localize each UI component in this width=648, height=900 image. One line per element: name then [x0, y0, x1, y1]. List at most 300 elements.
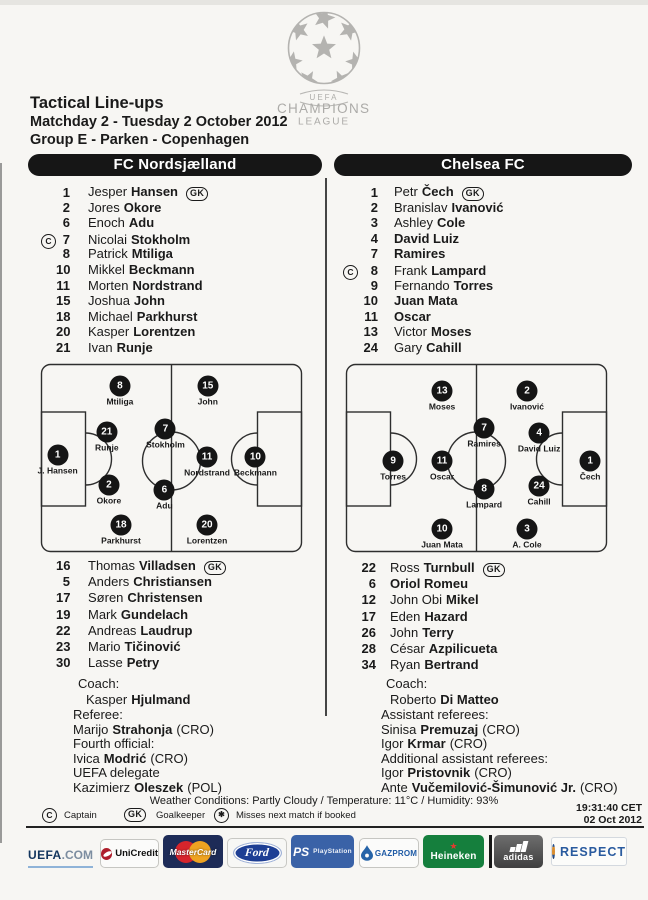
- player-first-name: Fernando: [394, 277, 450, 293]
- player-last-name: Mikel: [446, 592, 479, 608]
- player-name: [376, 576, 648, 592]
- player-row: [324, 592, 648, 608]
- shirt-number: 11: [56, 277, 70, 293]
- player-first-name: Andreas: [88, 622, 137, 638]
- goalkeeper-legend-label: Goalkeeper: [156, 810, 206, 821]
- player-name: [70, 558, 324, 575]
- shirt-number: 17: [361, 608, 376, 624]
- player-first-name: Nicolai: [88, 231, 128, 247]
- team-header-away: Chelsea FC: [334, 154, 632, 176]
- player-row: [324, 200, 648, 216]
- player-name: [70, 293, 324, 309]
- pitch-player: [421, 518, 463, 550]
- player-first-name: Ashley: [394, 215, 434, 231]
- player-last-name: Moses: [431, 324, 472, 340]
- pitch-player-label: David Luiz: [517, 443, 561, 454]
- shirt-number: 10: [363, 293, 378, 309]
- player-name: [378, 278, 648, 294]
- player-row: [0, 231, 324, 247]
- player-last-name: Christensen: [127, 590, 203, 606]
- coach-label: Coach:: [78, 676, 120, 691]
- player-name: [70, 184, 324, 201]
- player-last-name: Mtiliga: [131, 246, 173, 262]
- player-row: [0, 278, 324, 294]
- official-last-name: Premuzaj: [420, 721, 479, 737]
- captain-icon: C: [42, 808, 57, 823]
- mastercard-logo: [163, 835, 223, 868]
- player-first-name: Petr: [394, 184, 418, 199]
- player-first-name: Patrick: [88, 246, 128, 262]
- player-last-name: Tičinović: [124, 638, 181, 654]
- pitch-player: [106, 376, 134, 407]
- venue-line: Group E - Parken - Copenhagen: [30, 132, 250, 148]
- player-last-name: Nordstrand: [132, 277, 203, 293]
- official-name: [381, 781, 648, 796]
- player-first-name: César: [390, 640, 425, 656]
- player-row: [324, 576, 648, 592]
- shirt-number: 16: [56, 558, 71, 574]
- player-last-name: David Luiz: [394, 230, 460, 246]
- player-name: [378, 324, 648, 340]
- player-name: [378, 184, 648, 201]
- pitch-player: [186, 515, 228, 546]
- official-country: (CRO): [474, 765, 512, 780]
- pitch-player: [509, 381, 544, 412]
- player-first-name: Frank: [394, 263, 428, 279]
- player-last-name: Okore: [123, 199, 162, 215]
- pitch-player-label: Stokholm: [146, 439, 185, 450]
- player-row: [0, 293, 324, 309]
- player-last-name: Oscar: [394, 308, 431, 324]
- official-first-name: Igor: [381, 765, 404, 780]
- player-first-name: Mario: [88, 638, 121, 654]
- uefa-com-suffix: .COM: [61, 848, 93, 862]
- player-row: [0, 558, 324, 574]
- pitch-player-number: 6: [154, 480, 175, 501]
- pitch-player: [517, 422, 561, 454]
- player-first-name: Thomas: [88, 558, 135, 573]
- player-last-name: Lampard: [431, 263, 487, 279]
- pitch-player: [233, 447, 277, 478]
- player-last-name: Parkhurst: [136, 308, 198, 324]
- player-last-name: Christiansen: [133, 574, 212, 590]
- pitch-player-number: 11: [197, 447, 218, 468]
- pitch-player-number: 20: [197, 515, 218, 536]
- official-last-name: Vučemilović-Šimunović Jr.: [411, 779, 576, 795]
- player-name: [70, 607, 324, 623]
- player-first-name: Jesper: [88, 184, 128, 199]
- captain-legend-label: Captain: [64, 810, 97, 821]
- coach-home: [0, 676, 324, 708]
- pitch-player-number: 9: [383, 451, 404, 472]
- coach-name: [0, 692, 324, 708]
- playstation-icon: PS: [293, 844, 310, 859]
- shirt-number: 24: [363, 339, 378, 355]
- player-first-name: Joshua: [88, 293, 130, 309]
- respect-logo: [551, 837, 627, 866]
- pitch-player-label: Čech: [579, 471, 601, 482]
- gazprom-text: GAZPROM: [374, 848, 418, 858]
- player-last-name: Ramires: [394, 246, 446, 262]
- shirt-number: 9: [370, 277, 378, 293]
- player-row: [324, 657, 648, 673]
- coach-name: [324, 692, 648, 708]
- pitch-player: [184, 447, 230, 478]
- shirt-number: 21: [56, 339, 71, 355]
- shirt-number: 8: [370, 263, 378, 279]
- player-last-name: Azpilicueta: [428, 640, 498, 656]
- pitch-player: [380, 451, 407, 482]
- player-first-name: Branislav: [394, 199, 448, 215]
- shirt-number: 5: [62, 574, 70, 590]
- official-country: (CRO): [482, 721, 520, 737]
- pitch-player-number: 10: [245, 447, 266, 468]
- player-first-name: Mikkel: [88, 261, 125, 277]
- player-last-name: Adu: [128, 215, 155, 231]
- player-row: [324, 340, 648, 356]
- player-first-name: Jores: [88, 199, 120, 215]
- player-last-name: Juan Mata: [394, 293, 458, 309]
- player-first-name: Mark: [88, 606, 117, 622]
- official-first-name: Ante: [381, 779, 408, 795]
- pitch-player-label: Ramires: [467, 438, 501, 449]
- player-row: [324, 293, 648, 309]
- pitch-player-label: Moses: [428, 401, 456, 412]
- goalkeeper-icon: GK: [124, 808, 146, 822]
- pitch-player-label: J. Hansen: [37, 465, 78, 476]
- player-last-name: Bertrand: [424, 657, 479, 673]
- official-last-name: Krmar: [407, 736, 446, 751]
- print-date: 02 Oct 2012: [583, 813, 642, 826]
- shirt-number: 19: [56, 606, 71, 622]
- pitch-player-label: Okore: [96, 495, 122, 506]
- pitch-player-number: 18: [111, 515, 132, 536]
- official-name: [381, 723, 648, 738]
- player-last-name: Cole: [437, 215, 466, 231]
- shirt-number: 4: [370, 230, 378, 246]
- uefa-com-text: UEFA: [28, 848, 62, 862]
- player-name: [376, 560, 648, 577]
- player-row: [324, 560, 648, 576]
- captain-icon: C: [343, 265, 358, 280]
- player-last-name: Gundelach: [120, 606, 189, 622]
- respect-text: RESPECT: [559, 844, 626, 859]
- pitch-player: [428, 381, 456, 412]
- shirt-number: 22: [56, 622, 71, 638]
- player-name: [70, 278, 324, 294]
- gazprom-logo: [359, 838, 419, 868]
- coach-last-name: Hjulmand: [131, 691, 191, 707]
- pitch-player: [37, 444, 78, 476]
- official-role-label: Fourth official:: [73, 736, 155, 751]
- player-row: [324, 262, 648, 278]
- player-row: [0, 590, 324, 606]
- official-country: (CRO): [176, 721, 214, 737]
- player-row: [0, 655, 324, 671]
- shirt-number: 1: [62, 184, 70, 200]
- playstation-logo: [291, 835, 354, 868]
- shirt-number: 10: [56, 261, 71, 277]
- shirt-number: 20: [56, 324, 71, 340]
- starters-away: [324, 184, 648, 356]
- shirt-number: 12: [361, 592, 376, 608]
- player-row: [0, 262, 324, 278]
- player-first-name: Victor: [394, 324, 427, 340]
- shirt-number: 1: [370, 184, 378, 200]
- pitch-player-label: Adu: [156, 500, 173, 511]
- captain-cell: [324, 262, 358, 280]
- shirt-number: 30: [56, 655, 71, 671]
- player-last-name: Ivanović: [451, 199, 504, 215]
- player-last-name: Villadsen: [138, 558, 196, 573]
- player-last-name: Lorentzen: [133, 324, 196, 340]
- shirt-number: 11: [364, 308, 378, 324]
- matchday-line: Matchday 2 - Tuesday 2 October 2012: [30, 114, 288, 130]
- pitch-player: [466, 479, 503, 510]
- player-row: [324, 609, 648, 625]
- pitch-player-label: Runje: [94, 442, 119, 453]
- pitch-player-number: 2: [516, 381, 537, 402]
- pitch-player: [154, 480, 175, 511]
- pitch-player-label: Torres: [380, 471, 407, 482]
- uefa-com-logo: [28, 846, 93, 868]
- official-role-label: Referee:: [73, 707, 123, 722]
- pitch-home: [37, 363, 303, 553]
- player-first-name: Lasse: [88, 655, 123, 671]
- pitch-player-label: Ivanović: [509, 401, 544, 412]
- starters-home: [0, 184, 324, 356]
- player-row: [324, 215, 648, 231]
- shirt-number: 17: [56, 590, 71, 606]
- player-name: [70, 262, 324, 278]
- pitch-player: [94, 421, 119, 453]
- player-first-name: Eden: [390, 608, 421, 624]
- player-first-name: Ryan: [390, 657, 421, 673]
- player-name: [70, 324, 324, 340]
- player-first-name: John: [390, 624, 419, 640]
- official-first-name: Sinisa: [381, 721, 417, 737]
- official-country: (CRO): [449, 736, 488, 751]
- pitch-player-number: 1: [47, 444, 68, 465]
- player-name: [376, 609, 648, 625]
- player-last-name: Runje: [116, 339, 153, 355]
- pitch-player-number: 1: [580, 451, 601, 472]
- goalkeeper-icon: GK: [186, 187, 208, 201]
- pitch-player-number: 21: [96, 421, 117, 442]
- player-row: [324, 324, 648, 340]
- coach-first-name: Roberto: [390, 691, 437, 707]
- player-row: [324, 641, 648, 657]
- booked-star-icon: ✱: [214, 808, 229, 823]
- player-row: [0, 200, 324, 216]
- coach-label: Coach:: [386, 676, 428, 691]
- subs-away: [324, 560, 648, 673]
- player-last-name: Torres: [453, 277, 494, 293]
- player-row: [0, 639, 324, 655]
- player-last-name: Stokholm: [131, 231, 191, 247]
- player-name: [70, 200, 324, 216]
- player-row: [0, 623, 324, 639]
- shirt-number: 6: [62, 215, 70, 231]
- heineken-logo: [423, 835, 484, 868]
- pitch-player-number: 3: [516, 518, 537, 539]
- player-name: [70, 655, 324, 671]
- goalkeeper-icon: GK: [462, 187, 484, 201]
- mastercard-text: MasterCard: [169, 846, 217, 857]
- player-row: [324, 309, 648, 325]
- player-name: [378, 246, 648, 262]
- player-row: [324, 246, 648, 262]
- player-name: [378, 200, 648, 216]
- print-timestamp: [500, 803, 642, 826]
- player-first-name: Michael: [88, 308, 133, 324]
- player-row: [0, 309, 324, 325]
- sponsor-bar: [0, 834, 648, 874]
- official-name: [381, 737, 648, 752]
- pitch-player-number: 2: [98, 475, 119, 496]
- official-first-name: Igor: [381, 736, 404, 751]
- player-row: [324, 625, 648, 641]
- player-first-name: Anders: [88, 574, 130, 590]
- player-row: [0, 607, 324, 623]
- player-name: [70, 340, 324, 356]
- shirt-number: 18: [56, 308, 71, 324]
- shirt-number: 6: [368, 576, 376, 592]
- scan-edge-top: [0, 0, 648, 5]
- player-first-name: Gary: [394, 339, 423, 355]
- pitch-player-label: Mtiliga: [106, 396, 134, 407]
- officials-left: [0, 708, 324, 795]
- player-row: [0, 574, 324, 590]
- official-name: [381, 766, 648, 781]
- pitch-player: [96, 475, 122, 506]
- pitch-player-label: Juan Mata: [421, 539, 463, 550]
- pitch-player-number: 15: [197, 376, 218, 397]
- player-last-name: Čech: [421, 184, 454, 199]
- booked-legend-label: Misses next match if booked: [236, 810, 356, 821]
- pitch-player-label: A. Cole: [512, 539, 542, 550]
- goalkeeper-icon: GK: [483, 563, 505, 577]
- player-last-name: Laudrup: [140, 622, 193, 638]
- heineken-star-icon: ★: [449, 840, 458, 851]
- player-first-name: Enoch: [88, 215, 125, 231]
- player-row: [324, 278, 648, 294]
- logo-league-text: LEAGUE: [298, 116, 350, 128]
- official-last-name: Pristovnik: [407, 765, 471, 780]
- shirt-number: 3: [370, 215, 378, 231]
- page-title: Tactical Line-ups: [30, 94, 164, 112]
- player-name: [376, 592, 648, 608]
- gazprom-flame-icon: [361, 845, 373, 861]
- player-last-name: John: [133, 293, 165, 309]
- player-row: [324, 231, 648, 247]
- print-time: 19:31:40 CET: [576, 802, 642, 814]
- pitch-player: [101, 515, 141, 546]
- official-country: (CRO): [150, 750, 188, 766]
- player-name: [378, 309, 648, 325]
- ford-text: Ford: [244, 847, 270, 859]
- official-last-name: Oleszek: [134, 779, 184, 795]
- pitch-player-label: Nordstrand: [184, 467, 230, 478]
- player-name: [378, 293, 648, 309]
- pitch-player: [512, 518, 542, 550]
- player-last-name: Hazard: [424, 608, 468, 624]
- pitch-player-number: 7: [474, 417, 495, 438]
- player-last-name: Cahill: [426, 339, 462, 355]
- playstation-text: PlayStation: [313, 848, 352, 855]
- adidas-bars-icon: [510, 841, 527, 852]
- captain-cell: [0, 231, 56, 249]
- ford-oval-icon: [234, 843, 281, 863]
- pitch-player-number: 8: [109, 376, 130, 397]
- respect-ball-icon: [552, 844, 555, 859]
- official-last-name: Strahonja: [112, 721, 173, 737]
- official-first-name: Kazimierz: [73, 779, 131, 795]
- player-name: [376, 657, 648, 673]
- weather-conditions: Weather Conditions: Partly Cloudy / Temperature: 11°C / Humidity: 93%: [149, 795, 499, 807]
- player-name: [70, 623, 324, 639]
- official-role-label: UEFA delegate: [73, 765, 160, 780]
- unicredit-text: UniCredit: [115, 848, 158, 859]
- pitch-player-number: 11: [432, 451, 453, 472]
- heineken-text: Heineken: [430, 850, 477, 862]
- player-last-name: Turnbull: [423, 560, 475, 575]
- team-header-home: FC Nordsjælland: [28, 154, 322, 176]
- pitch-player-number: 8: [474, 479, 495, 500]
- player-name: [70, 215, 324, 231]
- pitch-player-label: John: [197, 396, 218, 407]
- player-first-name: Ross: [390, 560, 420, 575]
- coach-away: [324, 676, 648, 708]
- shirt-number: 28: [361, 640, 376, 656]
- player-first-name: Kasper: [88, 324, 130, 340]
- player-name: [376, 625, 648, 641]
- official-name: [73, 752, 324, 767]
- player-name: [70, 309, 324, 325]
- official-first-name: Ivica: [73, 750, 100, 766]
- player-name: [70, 246, 324, 262]
- pitch-player-label: Lampard: [466, 499, 503, 510]
- logo-champions-text: CHAMPIONS: [277, 101, 371, 116]
- adidas-logo: [494, 835, 543, 868]
- coach-last-name: Di Matteo: [440, 691, 499, 707]
- shirt-number: 7: [62, 231, 70, 247]
- shirt-number: 23: [56, 638, 71, 654]
- player-last-name: Beckmann: [128, 261, 195, 277]
- footer-rule: [26, 826, 644, 828]
- player-name: [70, 639, 324, 655]
- player-row: [0, 340, 324, 356]
- pitch-player-number: 10: [432, 518, 453, 539]
- coach-first-name: Kasper: [86, 691, 128, 707]
- ford-logo: [227, 838, 287, 868]
- player-name: [70, 574, 324, 590]
- goalkeeper-icon: GK: [204, 561, 226, 575]
- pitch-player: [579, 451, 601, 482]
- player-first-name: Morten: [88, 277, 129, 293]
- officials-right: [324, 708, 648, 795]
- player-name: [70, 590, 324, 606]
- player-first-name: John Obi: [390, 592, 443, 608]
- player-name: [378, 231, 648, 247]
- pitch-player-label: Parkhurst: [101, 535, 141, 546]
- pitch-player-label: Cahill: [527, 496, 551, 507]
- player-last-name: Oriol Romeu: [390, 576, 469, 592]
- player-row: [0, 324, 324, 340]
- pitch-player: [527, 476, 551, 507]
- shirt-number: 26: [361, 624, 376, 640]
- shirt-number: 34: [361, 657, 376, 673]
